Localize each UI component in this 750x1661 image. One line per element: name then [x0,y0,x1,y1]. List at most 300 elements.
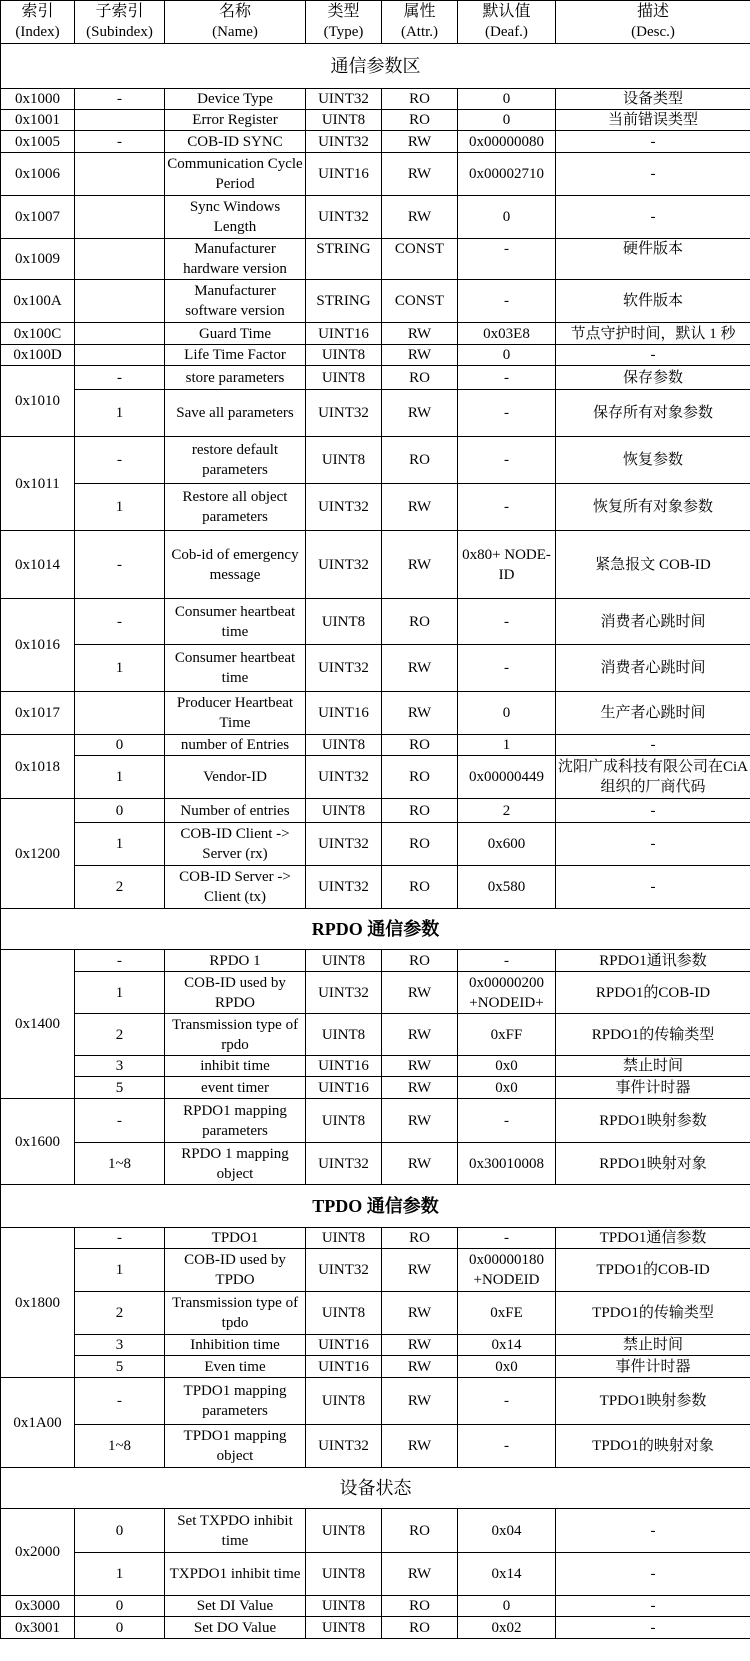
desc-cell: 事件计时器 [556,1077,750,1099]
header-desc [556,1,750,44]
desc-cell: TPDO1映射参数 [556,1378,750,1425]
type-cell: UINT8 [306,345,382,366]
type-cell: UINT16 [306,692,382,735]
desc-cell: 设备类型 [556,89,750,110]
index-cell: 0x1009 [1,239,75,280]
default-cell: 0x00000449 [458,756,556,799]
desc-cell: 当前错误类型 [556,110,750,131]
attr-cell: RW [382,1553,458,1596]
default-cell: 0x04 [458,1509,556,1553]
name-cell: Error Register [165,110,306,131]
name-cell: Set DI Value [165,1596,306,1617]
table-row [1,1335,750,1356]
subindex-cell: 1~8 [75,1425,165,1468]
index-cell: 0x1001 [1,110,75,131]
subindex-cell: 2 [75,1292,165,1335]
default-cell: 0 [458,345,556,366]
type-cell: UINT8 [306,735,382,756]
name-cell: Transmission type of tpdo [165,1292,306,1335]
attr-cell: RO [382,735,458,756]
default-cell: 0x80+ NODE-ID [458,531,556,599]
desc-cell: 事件计时器 [556,1356,750,1378]
name-cell: Inhibition time [165,1335,306,1356]
name-cell: Producer Heartbeat Time [165,692,306,735]
table-row [1,972,750,1014]
table-row [1,89,750,110]
section-row [1,909,750,950]
default-cell: 0x580 [458,866,556,909]
desc-cell: - [556,1596,750,1617]
name-cell: Set DO Value [165,1617,306,1639]
subindex-cell: - [75,950,165,972]
table-row [1,366,750,390]
header-zh: 属性 [403,3,436,20]
table-row [1,1596,750,1617]
table-row [1,437,750,484]
type-cell: UINT32 [306,196,382,239]
index-cell: 0x1000 [1,89,75,110]
default-cell: - [458,1228,556,1249]
subindex-cell: - [75,1228,165,1249]
desc-cell: - [556,196,750,239]
header-en: (Subindex) [86,24,153,40]
attr-cell: RW [382,1378,458,1425]
attr-cell: RO [382,437,458,484]
desc-cell: 消费者心跳时间 [556,645,750,692]
name-cell: RPDO 1 [165,950,306,972]
type-cell: UINT16 [306,153,382,196]
table-row [1,1425,750,1468]
header-en: (Index) [15,24,60,40]
index-cell: 0x100C [1,323,75,345]
subindex-cell: - [75,131,165,153]
name-cell: COB-ID Client -> Server (rx) [165,823,306,866]
type-cell: STRING [306,239,382,280]
type-cell: STRING [306,280,382,323]
type-cell: UINT32 [306,972,382,1014]
name-cell: COB-ID used by TPDO [165,1249,306,1292]
subindex-cell: 1 [75,1553,165,1596]
section-row [1,1185,750,1228]
index-cell: 0x1017 [1,692,75,735]
subindex-cell [75,280,165,323]
type-cell: UINT8 [306,1617,382,1639]
subindex-cell: 1 [75,756,165,799]
desc-cell: - [556,866,750,909]
attr-cell: RO [382,1617,458,1639]
subindex-cell [75,110,165,131]
header-row [1,1,750,44]
subindex-cell: - [75,531,165,599]
name-cell: Manufacturer hardware version [165,239,306,280]
name-cell: inhibit time [165,1056,306,1077]
type-cell: UINT32 [306,1425,382,1468]
index-cell: 0x100A [1,280,75,323]
name-cell: TPDO1 mapping object [165,1425,306,1468]
desc-cell: TPDO1的传输类型 [556,1292,750,1335]
name-cell: Sync Windows Length [165,196,306,239]
section-row [1,1468,750,1509]
attr-cell: RW [382,390,458,437]
default-cell: - [458,645,556,692]
type-cell: UINT32 [306,756,382,799]
desc-cell: - [556,823,750,866]
table-row [1,1553,750,1596]
type-cell: UINT8 [306,950,382,972]
desc-cell: - [556,1617,750,1639]
table-row [1,735,750,756]
section-title: 通信参数区 [1,44,750,89]
table-row [1,1617,750,1639]
desc-cell: - [556,131,750,153]
type-cell: UINT16 [306,1356,382,1378]
name-cell: Cob-id of emergency message [165,531,306,599]
desc-cell: 软件版本 [556,280,750,323]
table-row [1,1056,750,1077]
default-cell: 0x02 [458,1617,556,1639]
attr-cell: RW [382,196,458,239]
table-row [1,280,750,323]
name-cell: Consumer heartbeat time [165,599,306,645]
index-cell: 0x100D [1,345,75,366]
index-cell: 0x2000 [1,1509,75,1596]
header-name [165,1,306,44]
table-row [1,692,750,735]
table-row [1,799,750,823]
subindex-cell [75,345,165,366]
desc-cell: TPDO1通信参数 [556,1228,750,1249]
attr-cell: RO [382,823,458,866]
table-row [1,196,750,239]
desc-cell: - [556,345,750,366]
type-cell: UINT32 [306,89,382,110]
desc-cell: - [556,1553,750,1596]
header-type [306,1,382,44]
desc-cell: 禁止时间 [556,1335,750,1356]
index-cell: 0x1006 [1,153,75,196]
subindex-cell: 5 [75,1077,165,1099]
type-cell: UINT32 [306,866,382,909]
type-cell: UINT8 [306,1292,382,1335]
table-row [1,390,750,437]
index-cell: 0x1014 [1,531,75,599]
table-row [1,1228,750,1249]
type-cell: UINT8 [306,366,382,390]
attr-cell: RO [382,366,458,390]
type-cell: UINT16 [306,323,382,345]
attr-cell: RW [382,645,458,692]
attr-cell: RO [382,799,458,823]
default-cell: 0 [458,196,556,239]
name-cell: Restore all object parameters [165,484,306,531]
attr-cell: RW [382,972,458,1014]
name-cell: Even time [165,1356,306,1378]
attr-cell: RO [382,89,458,110]
table-row [1,756,750,799]
name-cell: TXPDO1 inhibit time [165,1553,306,1596]
attr-cell: RW [382,1077,458,1099]
default-cell: - [458,239,556,280]
type-cell: UINT32 [306,1143,382,1185]
table-row [1,1014,750,1056]
attr-cell: RO [382,866,458,909]
subindex-cell: 0 [75,735,165,756]
type-cell: UINT32 [306,131,382,153]
header-zh: 名称 [218,3,251,20]
name-cell: Life Time Factor [165,345,306,366]
header-zh: 索引 [21,3,54,20]
type-cell: UINT8 [306,110,382,131]
name-cell: number of Entries [165,735,306,756]
attr-cell: RW [382,1143,458,1185]
name-cell: Save all parameters [165,390,306,437]
name-cell: RPDO1 mapping parameters [165,1099,306,1143]
attr-cell: RO [382,110,458,131]
header-default [458,1,556,44]
default-cell: 0x14 [458,1553,556,1596]
table-row [1,1378,750,1425]
desc-cell: RPDO1映射参数 [556,1099,750,1143]
default-cell: 0x0 [458,1077,556,1099]
table-row [1,866,750,909]
header-attr [382,1,458,44]
desc-cell: 保存参数 [556,366,750,390]
desc-cell: 节点守护时间，默认 1 秒 [556,323,750,345]
subindex-cell: - [75,1378,165,1425]
desc-cell: - [556,1509,750,1553]
desc-cell: RPDO1的传输类型 [556,1014,750,1056]
section-title: 设备状态 [1,1468,750,1509]
default-cell: - [458,280,556,323]
type-cell: UINT32 [306,1249,382,1292]
type-cell: UINT8 [306,1378,382,1425]
attr-cell: RW [382,1292,458,1335]
header-en: (Type) [323,24,364,40]
default-cell: 0 [458,692,556,735]
header-en: (Deaf.) [485,24,528,40]
default-cell: 0x600 [458,823,556,866]
subindex-cell: 2 [75,866,165,909]
name-cell: Communication Cycle Period [165,153,306,196]
table-row [1,823,750,866]
table-row [1,484,750,531]
attr-cell: RW [382,345,458,366]
subindex-cell [75,239,165,280]
index-cell: 0x1018 [1,735,75,799]
subindex-cell: 1~8 [75,1143,165,1185]
attr-cell: RW [382,153,458,196]
header-en: (Desc.) [631,24,675,40]
subindex-cell: 2 [75,1014,165,1056]
desc-cell: 禁止时间 [556,1056,750,1077]
attr-cell: RO [382,1596,458,1617]
subindex-cell: - [75,89,165,110]
subindex-cell: 3 [75,1056,165,1077]
subindex-cell [75,196,165,239]
table-row [1,950,750,972]
table-row [1,345,750,366]
header-zh: 子索引 [95,3,144,20]
index-cell: 0x1400 [1,950,75,1099]
type-cell: UINT8 [306,1228,382,1249]
index-cell: 0x1005 [1,131,75,153]
desc-cell: 消费者心跳时间 [556,599,750,645]
index-cell: 0x1800 [1,1228,75,1378]
attr-cell: RW [382,1099,458,1143]
subindex-cell: - [75,366,165,390]
table-row [1,531,750,599]
subindex-cell: 1 [75,972,165,1014]
table-row [1,1077,750,1099]
default-cell: - [458,366,556,390]
header-index [1,1,75,44]
desc-cell: 硬件版本 [556,239,750,280]
section-row [1,44,750,89]
header-zh: 默认值 [482,3,531,20]
table-row [1,153,750,196]
header-subindex [75,1,165,44]
default-cell: - [458,599,556,645]
attr-cell: RW [382,692,458,735]
attr-cell: RW [382,1356,458,1378]
desc-cell: - [556,735,750,756]
index-cell: 0x1010 [1,366,75,437]
default-cell: 0x00000080 [458,131,556,153]
default-cell: 0x30010008 [458,1143,556,1185]
attr-cell: RW [382,1056,458,1077]
subindex-cell: 5 [75,1356,165,1378]
table-row [1,1099,750,1143]
default-cell: - [458,950,556,972]
default-cell: 1 [458,735,556,756]
desc-cell: 恢复所有对象参数 [556,484,750,531]
attr-cell: RO [382,1509,458,1553]
name-cell: RPDO 1 mapping object [165,1143,306,1185]
desc-cell: 生产者心跳时间 [556,692,750,735]
attr-cell: RW [382,131,458,153]
attr-cell: RO [382,599,458,645]
name-cell: Guard Time [165,323,306,345]
name-cell: Consumer heartbeat time [165,645,306,692]
default-cell: 0 [458,1596,556,1617]
index-cell: 0x3000 [1,1596,75,1617]
desc-cell: 保存所有对象参数 [556,390,750,437]
name-cell: Transmission type of rpdo [165,1014,306,1056]
default-cell: 0x00000200 +NODEID+ [458,972,556,1014]
name-cell: event timer [165,1077,306,1099]
type-cell: UINT8 [306,437,382,484]
default-cell: 0 [458,89,556,110]
index-cell: 0x1011 [1,437,75,531]
type-cell: UINT16 [306,1335,382,1356]
subindex-cell [75,692,165,735]
section-title: RPDO 通信参数 [1,909,750,950]
desc-cell: 紧急报文 COB-ID [556,531,750,599]
index-cell: 0x3001 [1,1617,75,1639]
table-row [1,1292,750,1335]
default-cell: 2 [458,799,556,823]
subindex-cell: - [75,437,165,484]
attr-cell: RW [382,531,458,599]
index-cell: 0x1A00 [1,1378,75,1468]
subindex-cell [75,153,165,196]
attr-cell: RW [382,1249,458,1292]
name-cell: Number of entries [165,799,306,823]
type-cell: UINT8 [306,1596,382,1617]
type-cell: UINT32 [306,645,382,692]
header-en: (Attr.) [400,24,439,40]
type-cell: UINT8 [306,799,382,823]
default-cell: - [458,484,556,531]
attr-cell: RO [382,950,458,972]
subindex-cell: 1 [75,645,165,692]
default-cell: 0xFF [458,1014,556,1056]
default-cell: - [458,1099,556,1143]
subindex-cell: 1 [75,1249,165,1292]
default-cell: 0x14 [458,1335,556,1356]
subindex-cell: 1 [75,823,165,866]
table-header [1,1,750,44]
section-title: TPDO 通信参数 [1,1185,750,1228]
index-cell: 0x1200 [1,799,75,909]
attr-cell: RW [382,1425,458,1468]
desc-cell: TPDO1的COB-ID [556,1249,750,1292]
index-cell: 0x1016 [1,599,75,692]
table-row [1,323,750,345]
attr-cell: RW [382,323,458,345]
default-cell: - [458,437,556,484]
table-row [1,599,750,645]
name-cell: TPDO1 [165,1228,306,1249]
type-cell: UINT8 [306,599,382,645]
type-cell: UINT32 [306,823,382,866]
type-cell: UINT16 [306,1077,382,1099]
table-row [1,1356,750,1378]
desc-cell: RPDO1通讯参数 [556,950,750,972]
name-cell: COB-ID SYNC [165,131,306,153]
name-cell: Set TXPDO inhibit time [165,1509,306,1553]
type-cell: UINT32 [306,531,382,599]
type-cell: UINT8 [306,1509,382,1553]
subindex-cell: 1 [75,390,165,437]
table-row [1,645,750,692]
type-cell: UINT8 [306,1099,382,1143]
attr-cell: RO [382,1228,458,1249]
subindex-cell: - [75,599,165,645]
attr-cell: CONST [382,239,458,280]
default-cell: - [458,1378,556,1425]
name-cell: Vendor-ID [165,756,306,799]
default-cell: 0x0 [458,1056,556,1077]
header-zh: 类型 [327,3,360,20]
index-cell: 0x1600 [1,1099,75,1185]
attr-cell: RO [382,756,458,799]
default-cell: 0x00000180 +NODEID [458,1249,556,1292]
desc-cell: 恢复参数 [556,437,750,484]
type-cell: UINT8 [306,1553,382,1596]
attr-cell: RW [382,1335,458,1356]
index-cell: 0x1007 [1,196,75,239]
default-cell: 0x00002710 [458,153,556,196]
desc-cell: - [556,153,750,196]
default-cell: - [458,1425,556,1468]
table-row [1,131,750,153]
subindex-cell: 3 [75,1335,165,1356]
table-row [1,1143,750,1185]
default-cell: 0x03E8 [458,323,556,345]
subindex-cell [75,323,165,345]
name-cell: COB-ID Server -> Client (tx) [165,866,306,909]
